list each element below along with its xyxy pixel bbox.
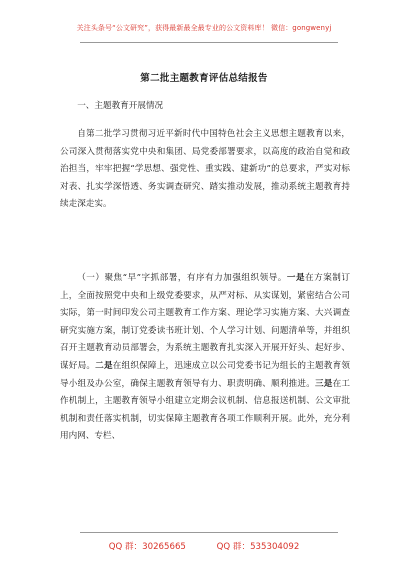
paragraph-1-text: 自第二批学习贯彻习近平新时代中国特色社会主义思想主题教育以来，公司深入贯彻落实党中央和集团、局党委部署要求，以高度的政治自觉和政治担当，牢牢把握“学思想、强党性、重实践、建新功”的总要求，严实对标对表、扎实学深悟透、务实调查研究、踏实推动发展，推动系统主题教育持续走深走实。 [60,129,350,210]
point-3-text: 在工作机制上，主题教育领导小组建立定期会议机制、信息报送机制、公文审批机制和责任落实机制，切实保障主题教育各项工作顺利开展。此外，充分利用内网、专栏、 [60,378,350,442]
lead-point-3: 三是 [314,378,333,389]
point-1-text: 在方案制订上，全面按照党中央和上级党委要求，从严对标、从实谋划，紧密结合公司实际，第一时间印发公司主题教育工作方案、理论学习实施方案、大兴调查研究实施方案，制订党委读书班计划、个人学习计划、问题清单等，并组织召开主题教育动员部署会，为系统主题教育扎实深入开展开好头、起好步、谋好局。 [60,273,350,371]
paragraph-2 [60,270,350,446]
footer-qq-group-2: QQ 群：535304092 [216,542,300,552]
point-2-text: 在组织保障上，迅速成立以公司党委书记为组长的主题教育领导小组及办公室，确保主题教育领导有力、职责明确、顺利推进。 [60,360,350,389]
footer [0,540,408,552]
section-heading-text: 一、主题教育开展情况 [77,101,164,111]
paragraph-1 [60,126,350,214]
lead-point-2: 二是 [95,360,113,371]
section-heading [60,98,350,116]
footer-divider [80,532,338,533]
footer-qq-group-1: QQ 群：30265665 [108,542,186,552]
header-banner: 关注头条号“公文研究”，获得最新最全最专业的公文资料库！ 微信：gongwenyj [76,24,332,32]
document-title: 第二批主题教育评估总结报告 [140,73,268,84]
lead-point-1: 一是 [286,273,306,283]
paragraph-2-intro: （一）聚焦“早”字抓部署，有序有力加强组织领导。 [77,273,287,283]
header-divider [80,42,338,43]
